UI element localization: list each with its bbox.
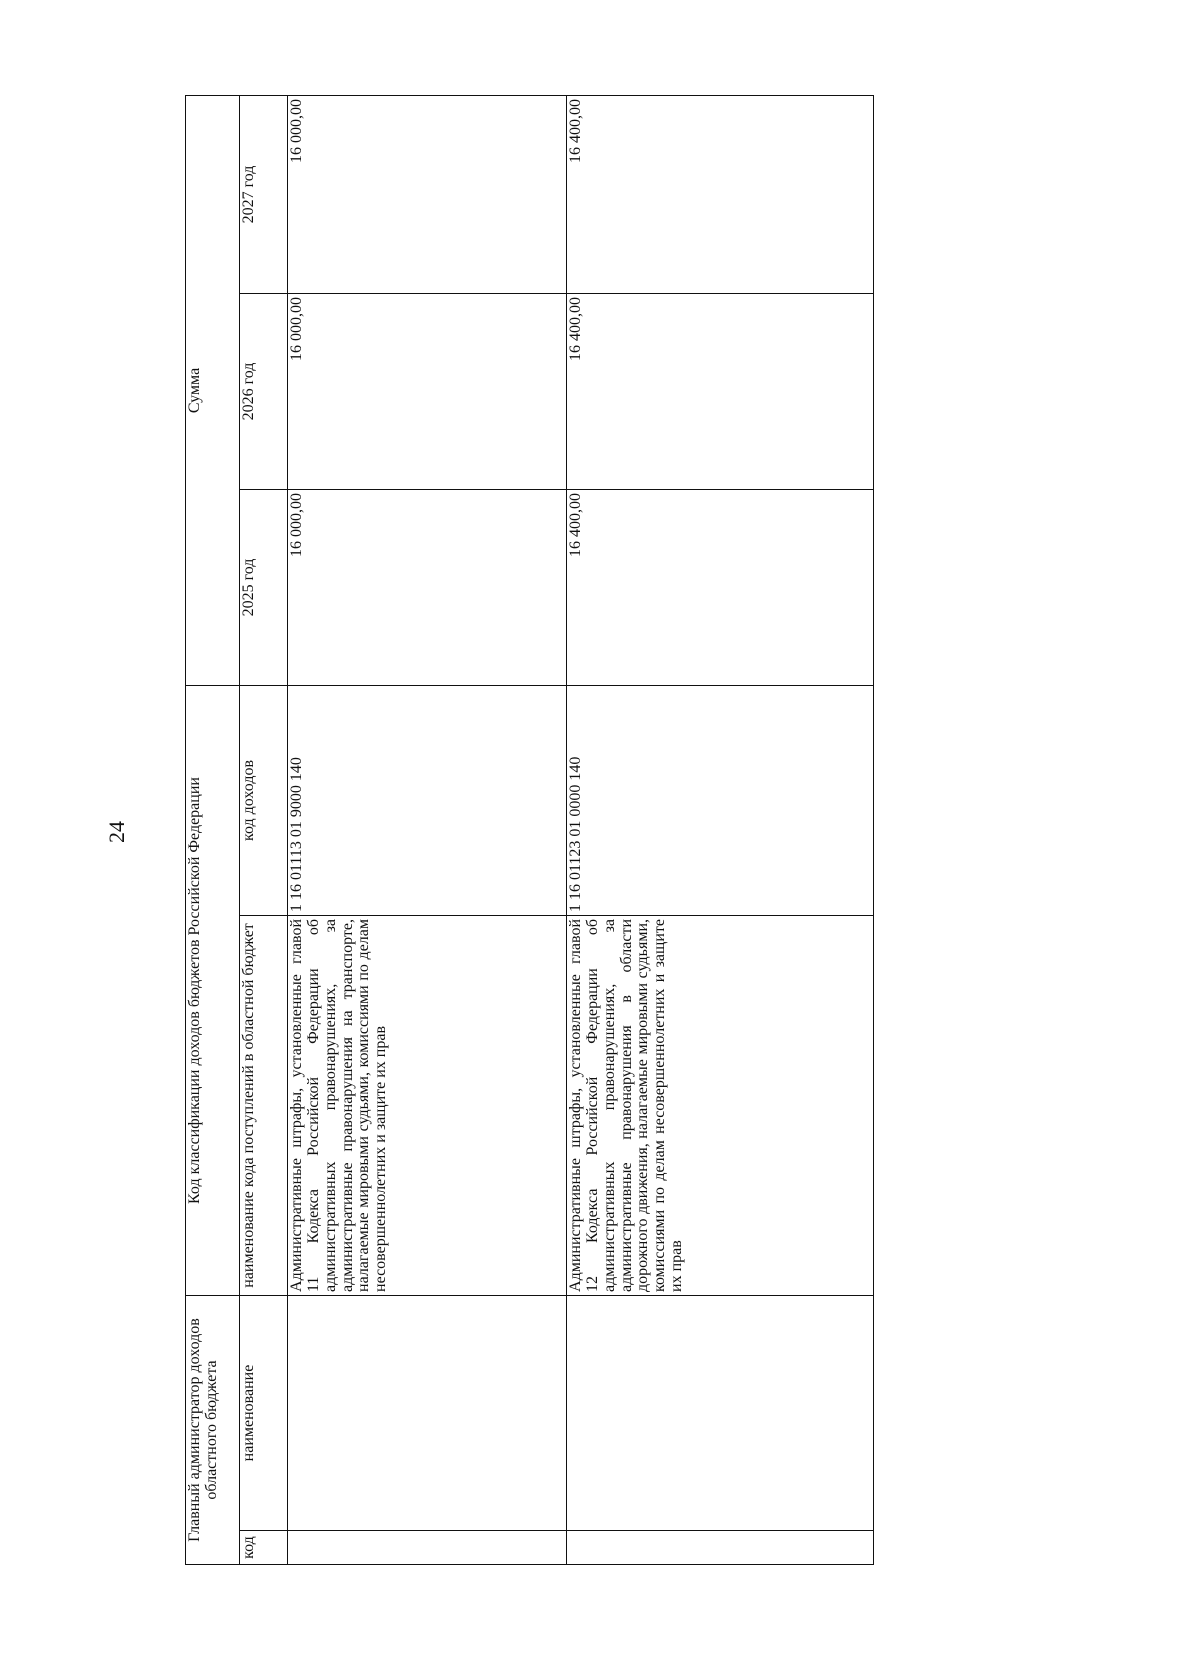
row-sum-2025: 16 400,00 [567,489,874,685]
header-row-2 [239,95,287,1564]
page-number: 24 [104,821,129,843]
row-revenue-name: Административные штрафы, установленные главой 12 Кодекса Российской Федерации об административных правонарушениях, за административные правонарушения в области дорожного движения, налагаемые мировыми судьями, комиссиями по делам несовершеннолетних и защите их прав [567,915,874,1295]
row-sum-2026: 16 400,00 [567,293,874,489]
row-admin-name [288,1295,567,1530]
row-admin-code [288,1531,567,1565]
header-year-2027: 2027 год [239,95,287,293]
revenue-table [185,95,874,1565]
header-year-2026: 2026 год [239,293,287,489]
header-revenue-code: код доходов [239,685,287,915]
table-row [288,95,567,1564]
header-admin-code: код [239,1531,287,1565]
header-admin-name: наименование [239,1295,287,1530]
row-sum-2027: 16 400,00 [567,95,874,293]
header-sum: Сумма [186,95,240,685]
row-admin-code [567,1531,874,1565]
row-sum-2027: 16 000,00 [288,95,567,293]
row-admin-name [567,1295,874,1530]
row-revenue-code: 1 16 01123 01 0000 140 [567,685,874,915]
header-classification: Код классификации доходов бюджетов Российской Федерации [186,685,240,1295]
row-sum-2026: 16 000,00 [288,293,567,489]
header-administrator: Главный администратор доходов областного бюджета [186,1295,240,1564]
row-sum-2025: 16 000,00 [288,489,567,685]
header-revenue-name: наименование кода поступлений в областной бюджет [239,915,287,1295]
rotated-table-area [185,96,874,1565]
row-revenue-name: Административные штрафы, установленные главой 11 Кодекса Российской Федерации об административных правонарушениях, за административные правонарушения на транспорте, налагаемые мировыми судьями, комиссиями по делам несовершеннолетних и защите их прав [288,915,567,1295]
row-revenue-code: 1 16 01113 01 9000 140 [288,685,567,915]
header-row-1 [186,95,240,1564]
table-row [567,95,874,1564]
header-year-2025: 2025 год [239,489,287,685]
